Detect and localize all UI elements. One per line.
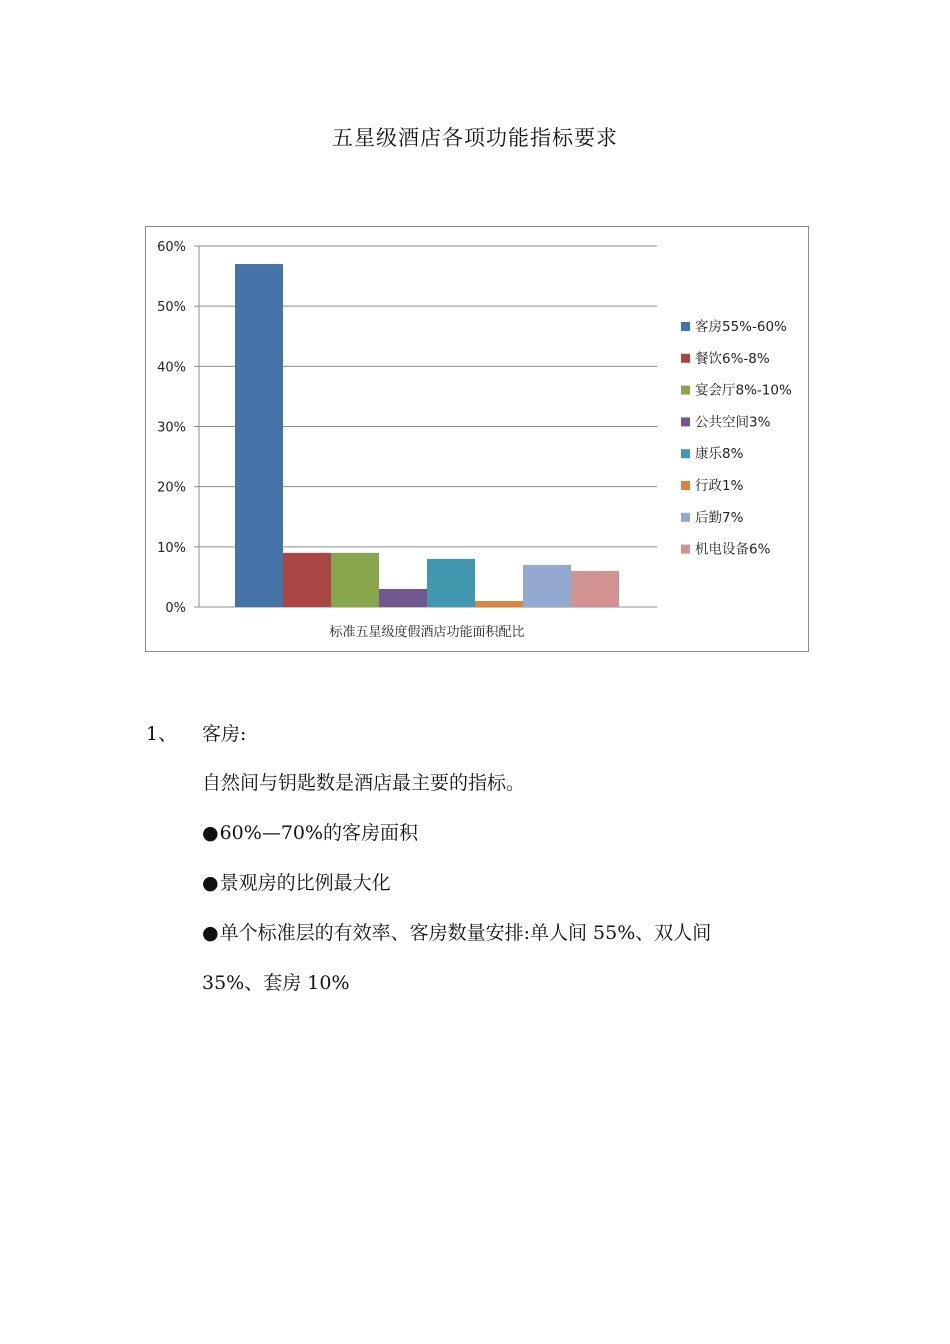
y-tick-label: 20% [157,480,186,496]
section-number: 1、 [146,723,178,745]
page-title: 五星级酒店各项功能指标要求 [332,126,618,150]
legend-label: 餐饮6%-8% [695,350,770,367]
bar-4 [379,589,427,607]
bullet-text: 60%—70%的客房面积 [219,822,419,844]
bar-chart [145,226,809,652]
bullet-icon: ● [202,922,219,944]
chart-canvas [146,227,810,653]
bar-6 [475,601,523,607]
bar-5 [427,559,475,607]
legend-label: 公共空间3% [695,414,771,431]
bullet-text: 单个标准层的有效率、客房数量安排:单人间 55%、双人间 [219,922,712,944]
legend [681,318,792,558]
bullet-item [202,821,418,845]
bar-2 [283,553,331,607]
legend-label: 客房55%-60% [695,319,787,335]
legend-swatch [681,386,690,395]
legend-label: 康乐8% [695,446,744,463]
axes [157,240,657,616]
section-intro: 自然间与钥匙数是酒店最主要的指标。 [202,772,526,794]
bullet-item [202,921,711,945]
y-tick-label: 30% [157,420,186,436]
bullet-item [202,871,391,895]
legend-label: 后勤7% [695,509,744,526]
y-tick-label: 60% [157,240,186,255]
legend-label: 行政1% [695,478,744,494]
legend-swatch [681,449,690,458]
bar-1 [235,264,283,607]
bar-8 [571,571,619,607]
y-tick-label: 0% [165,601,186,616]
bar-7 [523,565,571,607]
legend-swatch [681,513,690,522]
bullet-continuation: 35%、套房 10% [202,972,350,994]
bar-3 [331,553,379,607]
section-heading: 客房: [202,723,247,745]
legend-swatch [681,481,690,490]
legend-swatch [681,354,690,363]
bars [235,264,619,607]
legend-swatch [681,545,690,554]
bullet-icon: ● [202,822,219,844]
bullet-icon: ● [202,872,219,894]
bullet-text: 景观房的比例最大化 [219,872,391,894]
legend-label: 机电设备6% [695,541,771,558]
y-tick-label: 40% [157,360,186,376]
legend-label: 宴会厅8%-10% [695,382,792,399]
legend-swatch [681,417,690,426]
y-tick-label: 50% [157,300,186,316]
y-tick-label: 10% [157,540,186,556]
x-axis-label: 标准五星级度假酒店功能面积配比 [329,625,525,640]
legend-swatch [681,322,690,331]
